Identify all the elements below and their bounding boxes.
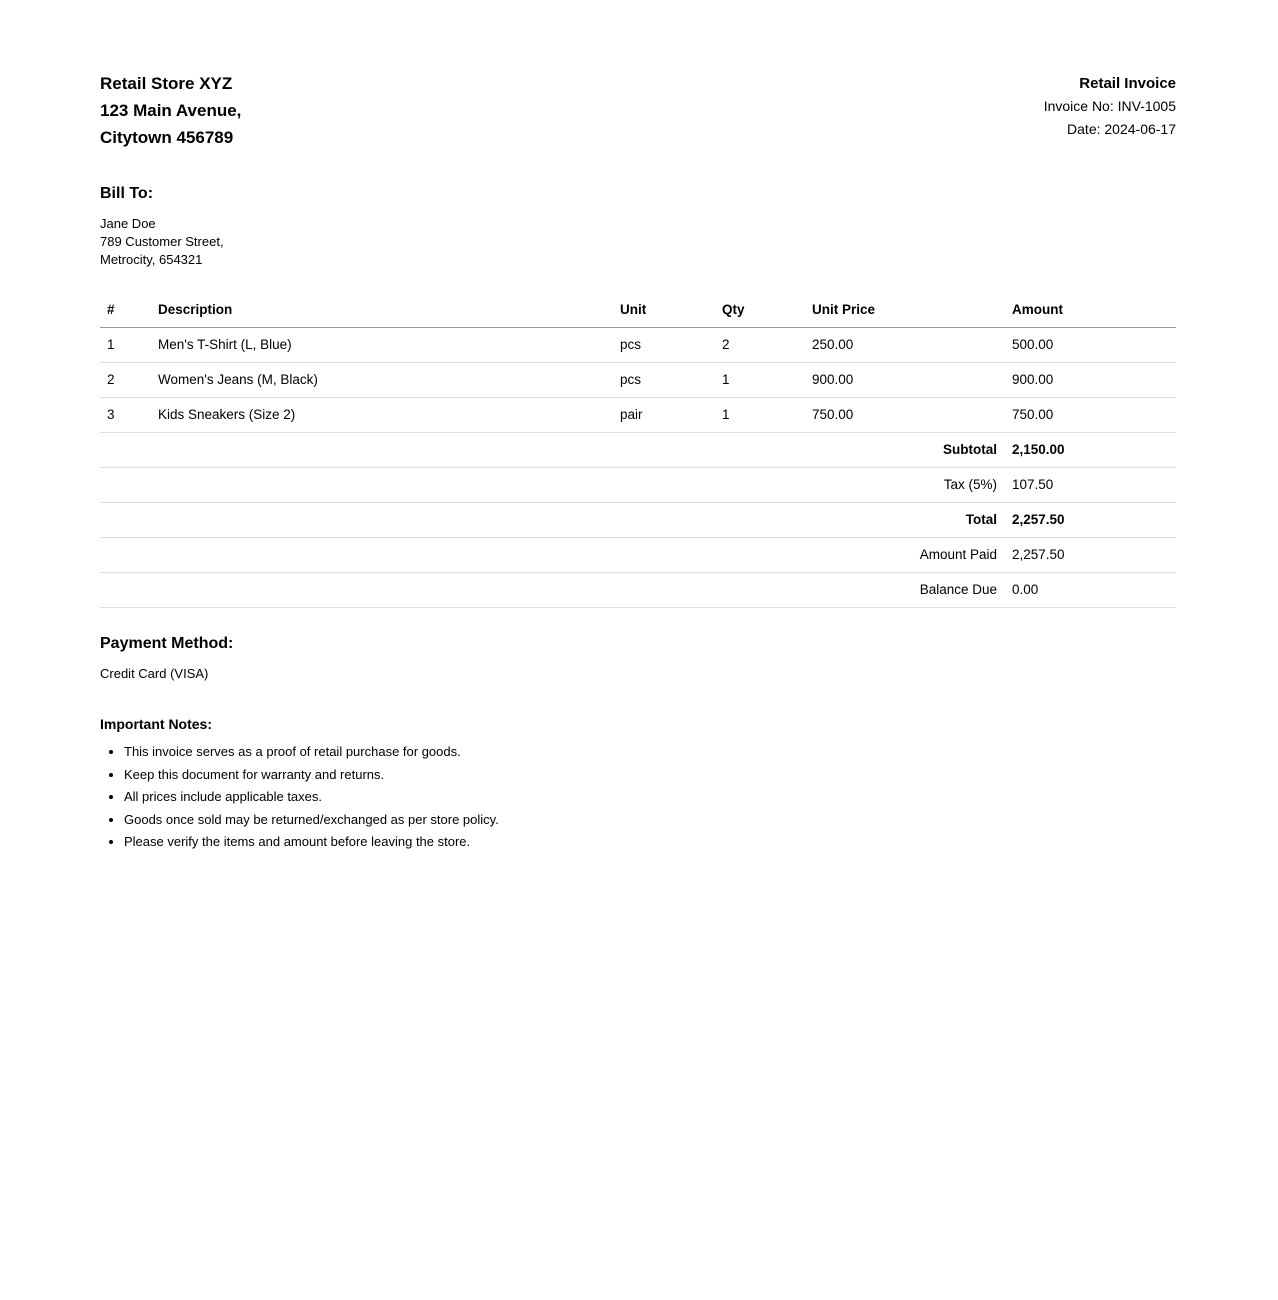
table-row [100,363,1176,398]
cell-qty: 1 [715,398,805,433]
totals-label: Amount Paid [100,538,1005,573]
cell-amount: 900.00 [1005,363,1176,398]
invoice-title: Retail Invoice [1079,75,1176,92]
column-header-unit: Unit [613,293,715,328]
invoice-meta [1044,70,1176,141]
table-row [100,398,1176,433]
cell-description: Women's Jeans (M, Black) [151,363,613,398]
cell-unit-price: 750.00 [805,398,1005,433]
invoice-number: Invoice No: INV-1005 [1043,98,1176,114]
store-block [100,70,241,151]
items-table-header-row [100,293,1176,328]
customer-address-line2: Metrocity, 654321 [100,252,203,267]
totals-row-amount-paid [100,538,1176,573]
note-item: • Keep this document for warranty and returns. [124,764,1176,787]
cell-description: Men's T-Shirt (L, Blue) [151,328,613,363]
store-name: Retail Store XYZ [100,74,233,93]
note-item: • Goods once sold may be returned/exchanged as per store policy. [124,809,1176,832]
totals-label: Subtotal [100,433,1005,468]
totals-label: Total [100,503,1005,538]
cell-unit: pair [613,398,715,433]
cell-qty: 1 [715,363,805,398]
cell-description: Kids Sneakers (Size 2) [151,398,613,433]
payment-method-heading: Payment Method: [100,635,234,652]
cell-unit: pcs [613,363,715,398]
cell-number: 1 [100,328,151,363]
items-table [100,293,1176,433]
cell-unit-price: 250.00 [805,328,1005,363]
bill-to-heading: Bill To: [100,185,154,202]
cell-amount: 750.00 [1005,398,1176,433]
note-item: • This invoice serves as a proof of retail purchase for goods. [124,741,1176,764]
customer-address-line1: 789 Customer Street, [100,234,224,249]
cell-number: 3 [100,398,151,433]
note-item: • Please verify the items and amount before leaving the store. [124,831,1176,854]
totals-row-total [100,503,1176,538]
totals-value: 2,150.00 [1005,433,1176,468]
cell-amount: 500.00 [1005,328,1176,363]
totals-row-tax [100,468,1176,503]
totals-label: Tax (5%) [100,468,1005,503]
column-header-amount: Amount [1005,293,1176,328]
column-header-number: # [100,293,151,328]
cell-qty: 2 [715,328,805,363]
totals-row-subtotal [100,433,1176,468]
table-row [100,328,1176,363]
cell-unit-price: 900.00 [805,363,1005,398]
store-address-line2: Citytown 456789 [100,128,234,147]
column-header-qty: Qty [715,293,805,328]
totals-value: 2,257.50 [1005,503,1176,538]
document-header [100,70,1176,151]
column-header-description: Description [151,293,613,328]
totals-table [100,433,1176,608]
invoice-date: Date: 2024-06-17 [1067,121,1176,137]
payment-method-value: Credit Card (VISA) [100,666,209,681]
notes-list [100,741,1176,854]
column-header-unit-price: Unit Price [805,293,1005,328]
customer-name: Jane Doe [100,216,156,231]
totals-value: 2,257.50 [1005,538,1176,573]
cell-unit: pcs [613,328,715,363]
cell-number: 2 [100,363,151,398]
totals-value: 107.50 [1005,468,1176,503]
totals-label: Balance Due [100,573,1005,608]
store-address-line1: 123 Main Avenue, [100,101,242,120]
note-item: • All prices include applicable taxes. [124,786,1176,809]
customer-block [100,215,1176,269]
totals-row-balance-due [100,573,1176,608]
notes-heading: Important Notes: [100,716,212,732]
totals-value: 0.00 [1005,573,1176,608]
